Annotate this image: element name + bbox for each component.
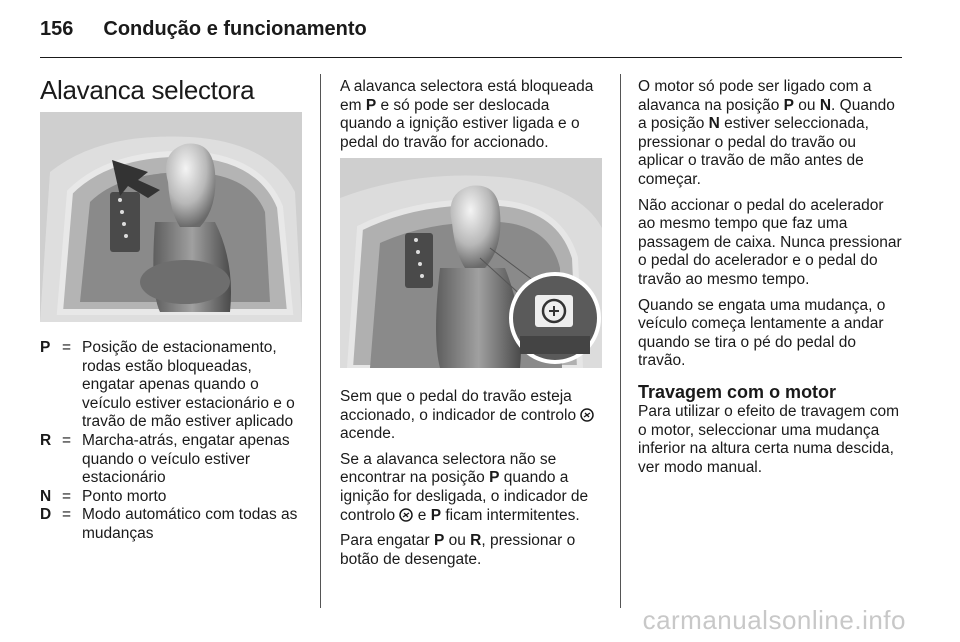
paragraph-accelerator: Não accionar o pedal do acelerador ao mesmo tempo que faz uma passagem de caixa. Nunca pressionar o pedal do acelerador e o pedal do travão ao mesmo tempo.: [638, 196, 902, 288]
column-2-bottom: [340, 388, 605, 576]
subheading-engine-braking: Travagem com o motor: [638, 381, 837, 402]
paragraph-flashing: Se a alavanca selectora não se encontrar na posição P quando a ignição for desligada, o indicador de controlo e P ficam intermitentes.: [340, 450, 589, 524]
position-separator: =: [62, 506, 72, 524]
indicator-figure: [340, 158, 602, 368]
column-3: [638, 78, 902, 484]
brake-pedal-indicator-icon: [580, 408, 594, 422]
position-separator: =: [62, 431, 72, 449]
selector-lever-figure: [40, 112, 302, 322]
selector-lever-illustration: [40, 112, 302, 322]
column-2-top: [340, 78, 605, 159]
position-item-d: [40, 506, 305, 543]
paragraph-release: Para engatar P ou R, pressionar o botão de desengate.: [340, 532, 576, 568]
position-key: P: [40, 339, 51, 356]
column-divider-1: [320, 74, 321, 608]
position-item-p: [40, 339, 305, 432]
paragraph-lock: A alavanca selectora está bloqueada em P e só pode ser deslocada quando a ignição estiver ligada e o pedal do travão for accionado.: [340, 78, 594, 151]
page-number: 156: [40, 18, 74, 40]
position-separator: =: [62, 487, 72, 505]
position-key: N: [40, 487, 52, 505]
position-description: Posição de estacionamento, rodas estão bloqueadas, engatar apenas quando o veículo estiver estacionário e o travão de mão estiver aplicado: [82, 339, 295, 431]
position-item-n: [40, 488, 305, 507]
section-title: Alavanca selectora: [40, 75, 255, 105]
watermark: carmanualsonline.info: [642, 605, 906, 635]
position-description: Marcha-atrás, engatar apenas quando o veículo estiver estacionário: [82, 431, 290, 487]
positions-list: [40, 339, 305, 544]
paragraph-indicator: Sem que o pedal do travão esteja accionado, o indicador de controlo acende.: [340, 388, 605, 444]
position-description: Ponto morto: [82, 487, 167, 505]
header-rule: [40, 57, 902, 58]
column-divider-2: [620, 74, 621, 608]
paragraph-start-engine: O motor só pode ser ligado com a alavanca na posição P ou N. Quando a posição N estiver seleccionada, pressionar o pedal do travão ou aplicar o travão de mão antes de começar.: [638, 78, 895, 188]
lever-indicator-illustration: [340, 158, 602, 368]
page-header: [40, 18, 367, 41]
position-key: R: [40, 431, 52, 449]
chapter-title: Condução e funcionamento: [103, 18, 367, 40]
paragraph-engine-braking: Para utilizar o efeito de travagem com o motor, seleccionar uma mudança inferior na altura certa numa descida, ver modo manual.: [638, 402, 900, 476]
paragraph-creep: Quando se engata uma mudança, o veículo começa lentamente a andar quando se tira o pé do pedal do travão.: [638, 296, 886, 370]
position-separator: =: [62, 339, 72, 356]
position-key: D: [40, 506, 52, 524]
position-description: Modo automático com todas as mudanças: [82, 506, 298, 542]
position-item-r: [40, 432, 305, 488]
brake-pedal-indicator-icon: [399, 508, 413, 522]
